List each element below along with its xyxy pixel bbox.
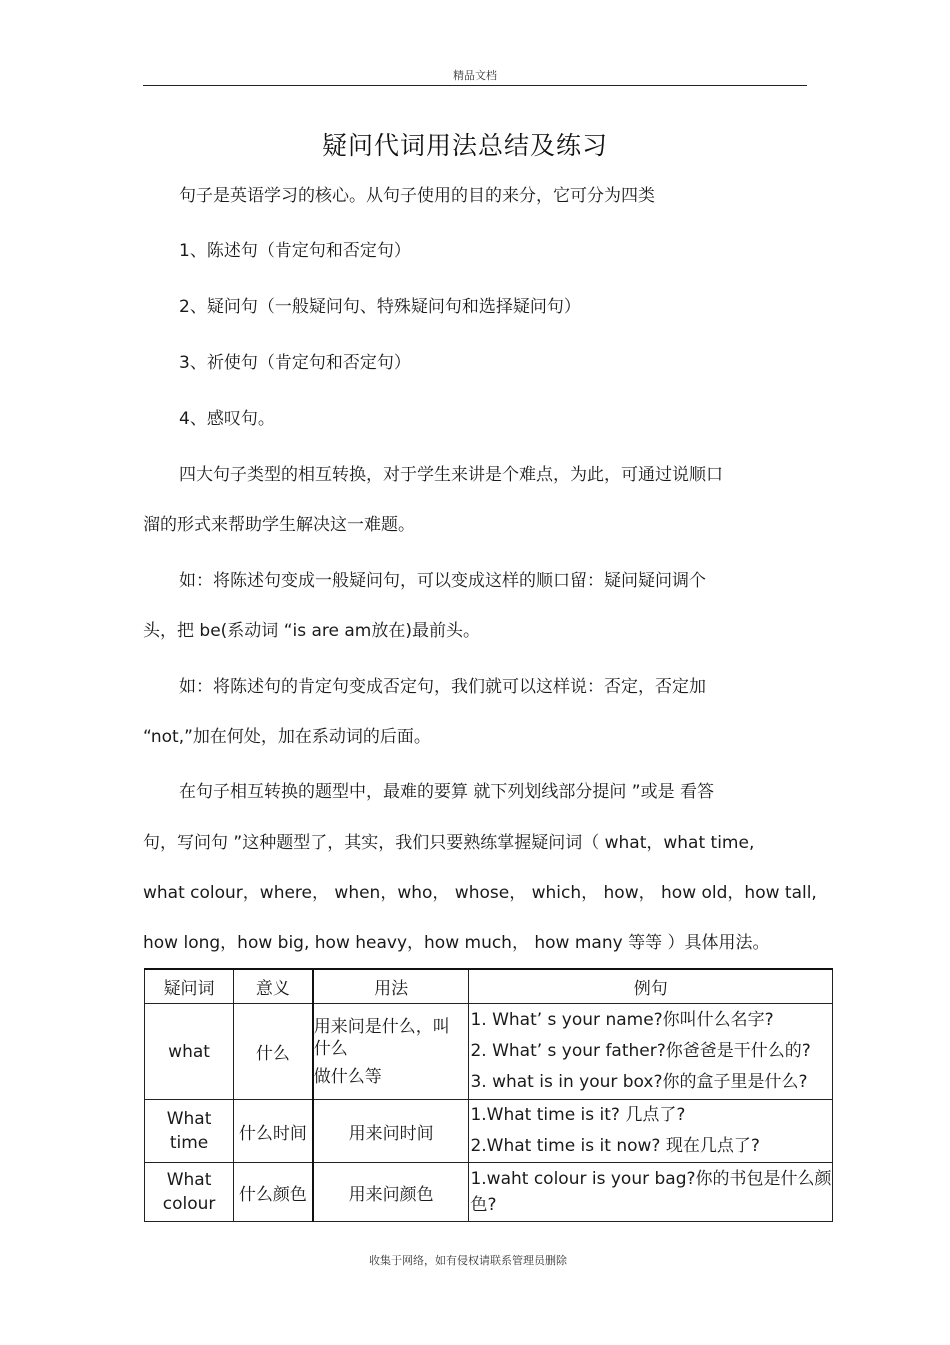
row-usage: 用来问颜色 [313, 1163, 469, 1222]
paragraph-intro: 句子是英语学习的核心。从句子使用的目的来分，它可分为四类 [179, 186, 655, 206]
usage-line: 用来问是什么，叫 [313, 1016, 450, 1037]
paragraph-4-line-2: 句，写问句 ”这种题型了，其实，我们只要熟练掌握疑问词（ what，what time, [143, 833, 755, 853]
row-meaning: 什么颜色 [234, 1163, 313, 1222]
example-line: 1. What’ s your name?你叫什么名字? [470, 1010, 774, 1030]
row-examples [469, 1163, 833, 1222]
table-row [145, 1100, 833, 1163]
example-line: 2. What’ s your father?你爸爸是干什么的? [470, 1041, 811, 1061]
row-word [145, 1163, 234, 1222]
paragraph-4-line-4: how long，how big, how heavy，how much， how many 等等 ）具体用法。 [143, 933, 770, 953]
row-examples [469, 1100, 833, 1163]
page-header: 精品文档 [453, 69, 497, 82]
paragraph-1-line-2: 溜的形式来帮助学生解决这一难题。 [143, 515, 415, 535]
paragraph-1-line-1: 四大句子类型的相互转换，对于学生来讲是个难点，为此，可通过说顺口 [179, 465, 723, 485]
row-word: what [145, 1004, 234, 1100]
list-item-3: 3、祈使句（肯定句和否定句） [179, 353, 411, 373]
paragraph-2-line-2: 头，把 be(系动词 “is are am放在)最前头。 [143, 621, 480, 641]
header-word: 疑问词 [145, 969, 234, 1004]
row-word: What time [145, 1100, 234, 1163]
example-line: 3. what is in your box?你的盒子里是什么? [470, 1072, 808, 1092]
paragraph-3-line-1: 如：将陈述句的肯定句变成否定句，我们就可以这样说：否定，否定加 [179, 677, 706, 697]
table-row [145, 1163, 833, 1222]
table-row [145, 1004, 833, 1100]
paragraph-3-line-2: “not,”加在何处，加在系动词的后面。 [143, 727, 431, 747]
header-meaning: 意义 [234, 969, 313, 1004]
document-title: 疑问代词用法总结及练习 [321, 131, 608, 160]
example-line: 1.waht colour is your bag?你的书包是什么颜色? [470, 1169, 832, 1215]
word-line: What [166, 1170, 212, 1190]
list-item-1: 1、陈述句（肯定句和否定句） [179, 241, 411, 261]
table-header-row [145, 969, 833, 1004]
question-word-table [144, 968, 833, 1222]
word-line: colour [162, 1194, 216, 1214]
header-divider [143, 85, 807, 86]
paragraph-4-line-1: 在句子相互转换的题型中，最难的要算 就下列划线部分提问 ”或是 看答 [179, 782, 715, 802]
example-line: 2.What time is it now? 现在几点了? [470, 1136, 760, 1156]
row-usage [313, 1004, 469, 1100]
header-usage: 用法 [313, 969, 469, 1004]
usage-line: 做什么等 [313, 1066, 382, 1087]
paragraph-4-line-3: what colour，where， when，who， whose， which， how， how old，how tall, [143, 883, 817, 903]
paragraph-2-line-1: 如：将陈述句变成一般疑问句，可以变成这样的顺口留：疑问疑问调个 [179, 571, 706, 591]
usage-line: 什么 [313, 1038, 348, 1059]
list-item-4: 4、感叹句。 [179, 409, 275, 429]
header-example: 例句 [469, 969, 833, 1004]
row-meaning: 什么 [234, 1004, 313, 1100]
row-meaning: 什么时间 [234, 1100, 313, 1163]
row-usage: 用来问时间 [313, 1100, 469, 1163]
example-line: 1.What time is it? 几点了? [470, 1105, 686, 1125]
page-footer: 收集于网络，如有侵权请联系管理员删除 [369, 1254, 567, 1267]
list-item-2: 2、疑问句（一般疑问句、特殊疑问句和选择疑问句） [179, 297, 581, 317]
row-examples [469, 1004, 833, 1100]
